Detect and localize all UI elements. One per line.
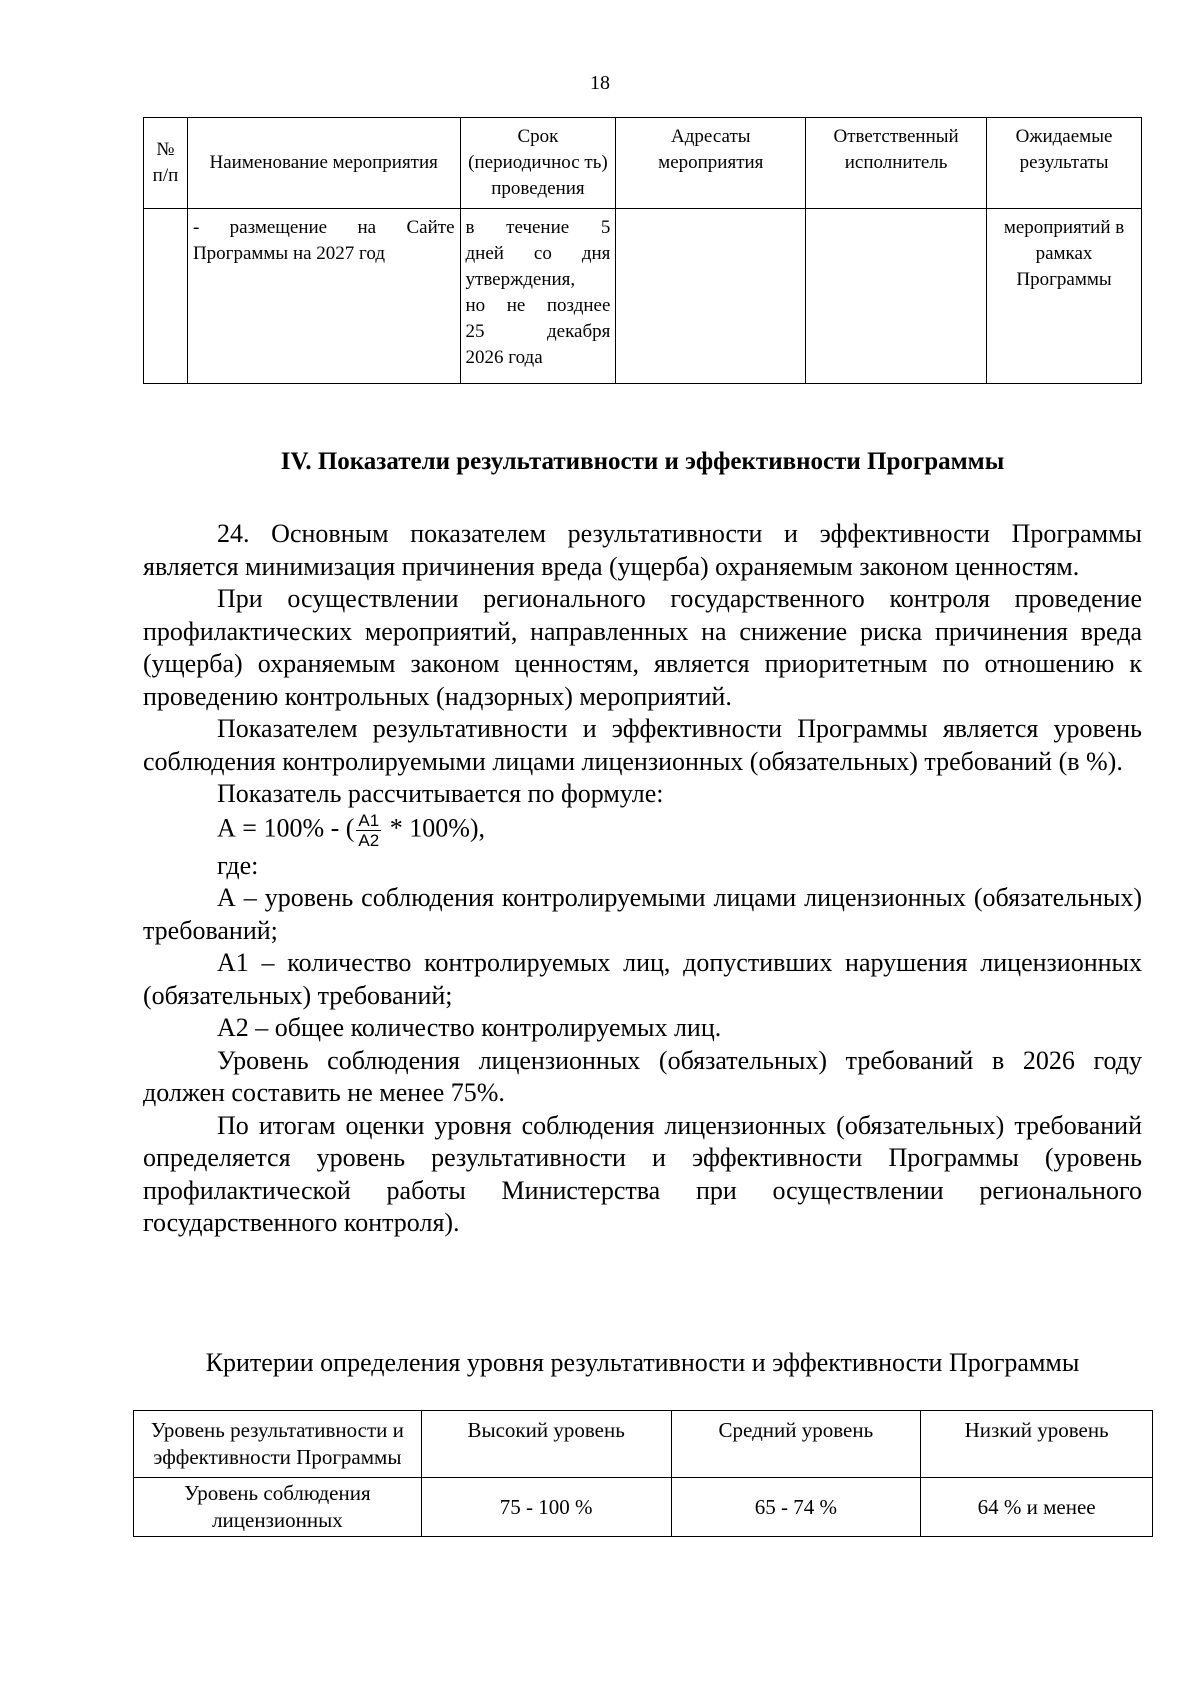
paragraph: По итогам оценки уровня соблюдения лицензионных (обязательных) требований определяется уровень результативности и эффективности Программы (уровень профилактической работы Министерства при осуществлении регионального государственного контроля). xyxy=(143,1110,1142,1237)
header-level: Уровень результативности и эффективности Программы xyxy=(134,1411,422,1478)
header-medium-level: Средний уровень xyxy=(671,1411,921,1478)
formula-prefix: А = 100% - ( xyxy=(217,812,355,842)
cell-medium-value: 65 - 74 % xyxy=(671,1478,921,1537)
definition-a: А – уровень соблюдения контролируемыми лицами лицензионных (обязательных) требований; xyxy=(143,883,1142,945)
header-activity-name: Наименование мероприятия xyxy=(187,118,460,209)
definition-a2: А2 – общее количество контролируемых лиц. xyxy=(217,1013,722,1042)
header-recipients: Адресаты мероприятия xyxy=(616,118,806,209)
formula-denominator: А2 xyxy=(358,830,380,850)
formula-numerator: А1 xyxy=(358,810,380,830)
period-line: но не позднее xyxy=(465,295,611,316)
activity-name-line: Программы на 2027 год xyxy=(192,243,385,264)
cell-number xyxy=(144,209,188,384)
formula-suffix: * 100%), xyxy=(383,812,486,842)
section-heading: IV. Показатели результативности и эффективности Программы xyxy=(280,448,1005,475)
activity-name-line: - размещение на Сайте xyxy=(192,217,455,238)
paragraph: При осуществлении регионального государственного контроля проведение профилактических мероприятий, направленных на снижение риска причинения вреда (ущерба) охраняемым законом ценностям, является приоритетным по отношению к проведению контрольных (надзорных) мероприятий. xyxy=(143,584,1142,711)
header-high-level: Высокий уровень xyxy=(421,1411,671,1478)
page-number: 18 xyxy=(590,72,610,94)
compliance-label-line: Уровень соблюдения xyxy=(184,1481,371,1505)
cell-expected-results: мероприятий в рамках Программы xyxy=(987,209,1142,384)
header-number-sign: № xyxy=(156,139,175,160)
cell-period xyxy=(460,209,616,384)
header-responsible: Ответственный исполнитель xyxy=(806,118,987,209)
definition-a1: А1 – количество контролируемых лиц, допустивших нарушения лицензионных (обязательных) требований; xyxy=(143,948,1142,1010)
paragraph: Показатель рассчитывается по формуле: xyxy=(217,779,664,808)
formula xyxy=(143,811,485,850)
cell-responsible xyxy=(806,209,987,384)
period-line: 25 декабря xyxy=(465,321,611,342)
cell-activity-name xyxy=(187,209,460,384)
period-line: дней со дня xyxy=(465,243,611,264)
table-row xyxy=(134,1478,1153,1537)
cell-high-value: 75 - 100 % xyxy=(421,1478,671,1537)
activities-table xyxy=(143,117,1142,384)
cell-compliance-label xyxy=(134,1478,422,1537)
period-line: 2026 года xyxy=(465,347,543,368)
header-number xyxy=(144,118,188,209)
cell-recipients xyxy=(616,209,806,384)
criteria-title: Критерии определения уровня результативности и эффективности Программы xyxy=(205,1348,1080,1377)
criteria-table xyxy=(133,1410,1153,1537)
formula-fraction xyxy=(356,811,381,850)
paragraph: Уровень соблюдения лицензионных (обязательных) требований в 2026 году должен составить не менее 75%. xyxy=(143,1045,1142,1107)
paragraph: 24. Основным показателем результативности и эффективности Программы является минимизация причинения вреда (ущерба) охраняемым законом ценностям. xyxy=(143,519,1142,581)
header-low-level: Низкий уровень xyxy=(921,1411,1153,1478)
period-line: утверждения, xyxy=(465,269,576,290)
cell-low-value: 64 % и менее xyxy=(921,1478,1153,1537)
body-text xyxy=(143,518,1142,1240)
period-line: в течение 5 xyxy=(465,217,611,238)
header-number-abbr: п/п xyxy=(152,165,179,186)
table-row xyxy=(144,209,1142,384)
header-expected-results: Ожидаемые результаты xyxy=(987,118,1142,209)
paragraph: где: xyxy=(217,850,259,880)
compliance-label-line: лицензионных xyxy=(212,1508,343,1532)
activities-table-header-row xyxy=(144,118,1142,209)
paragraph: Показателем результативности и эффективности Программы является уровень соблюдения контролируемыми лицами лицензионных (обязательных) требований (в %). xyxy=(143,714,1142,776)
header-period: Срок (периодичнос ть) проведения xyxy=(460,118,616,209)
criteria-header-row xyxy=(134,1411,1153,1478)
